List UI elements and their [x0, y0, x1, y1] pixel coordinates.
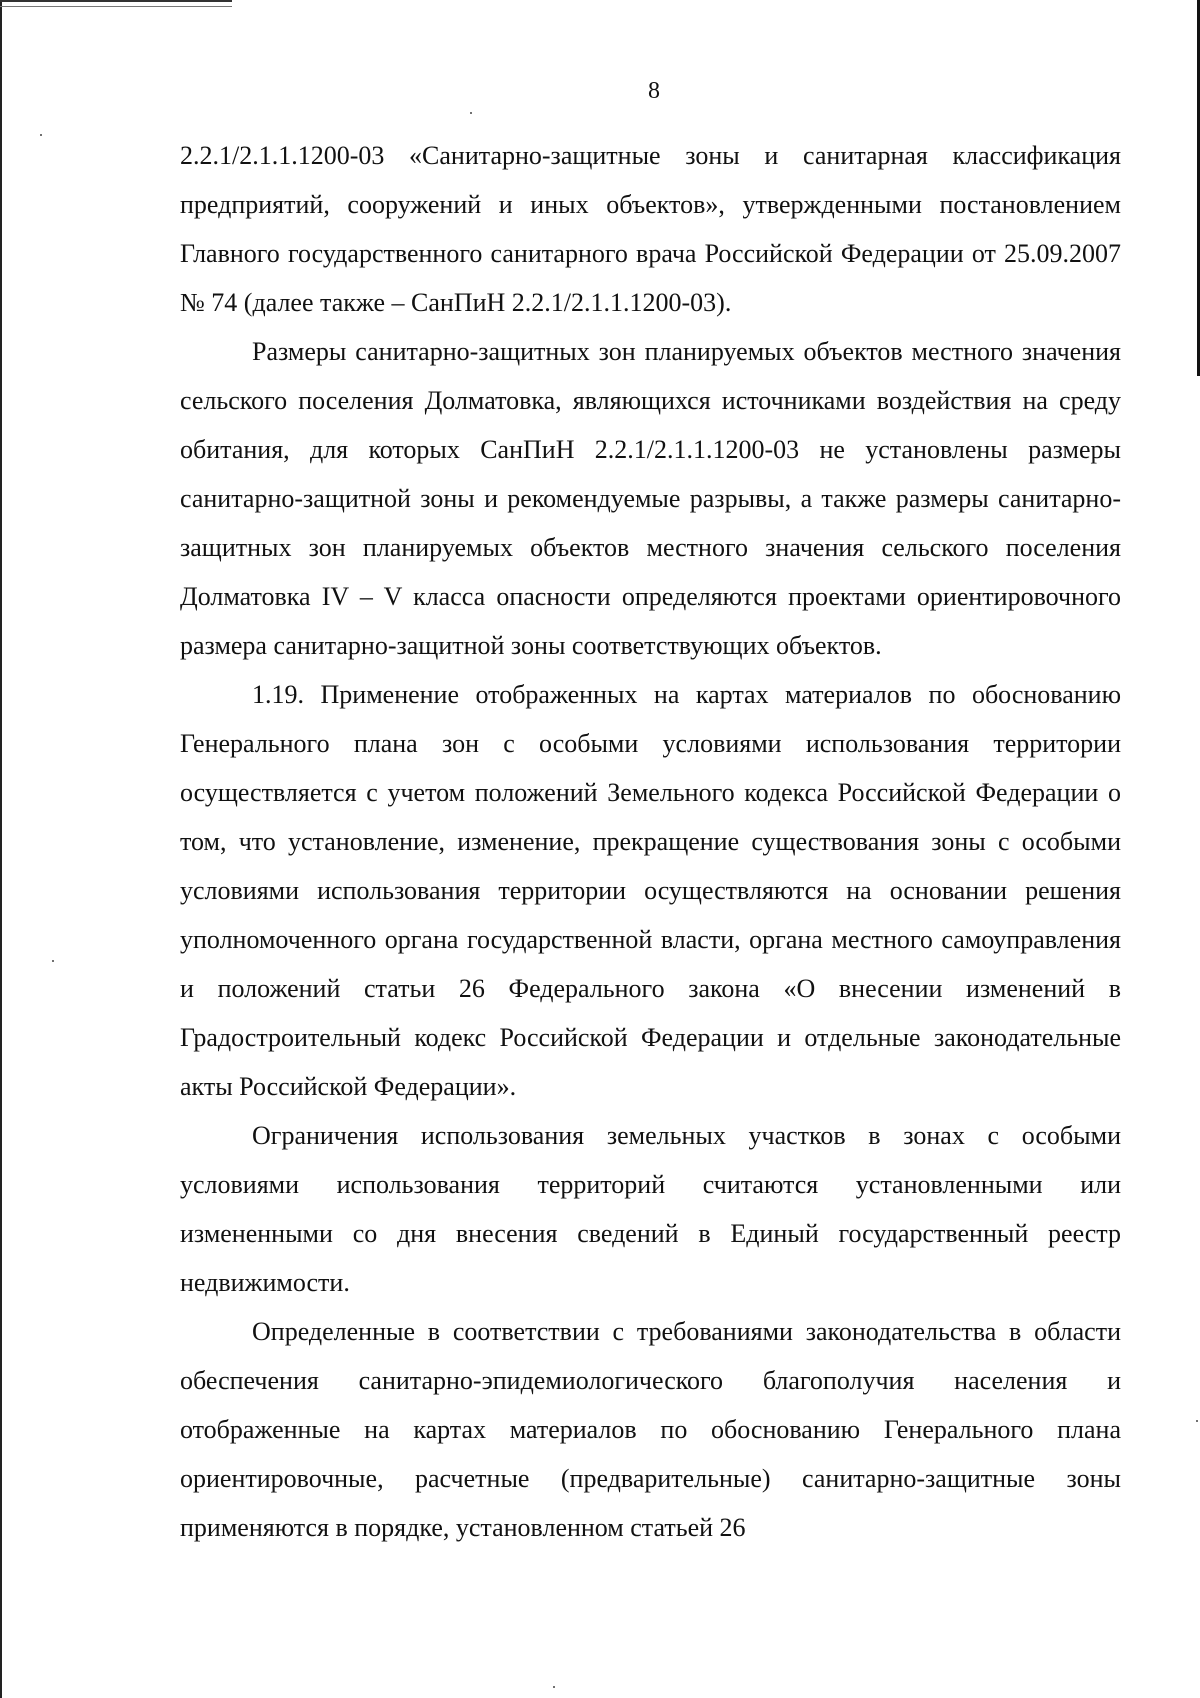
paragraph-sanitary-zones-application: Определенные в соответствии с требованиями законодательства в области обеспечения санитарно-эпидемиологического благополучия населения и отображенные на картах материалов по обоснованию Генерального плана ориентировочные, расчетные (предварительные) санитарно-защитные зоны применяются в порядке, установленном статьей 26 [180, 1317, 1121, 1542]
paragraph-sanitary-zone-sizes: Размеры санитарно-защитных зон планируемых объектов местного значения сельского поселения Долматовка, являющихся источниками воздействия на среду обитания, для которых СанПиН 2.2.1/2.1.1.1200-03 не установлены размеры санитарно-защитной зоны и рекомендуемые разрывы, а также размеры санитарно-защитных зон планируемых объектов местного значения сельского поселения Долматовка IV – V класса опасности определяются проектами ориентировочного размера санитарно-защитной зоны соответствующих объектов. [180, 337, 1121, 660]
scan-speck [470, 112, 472, 114]
scan-speck [553, 1686, 555, 1688]
scan-edge-top-line [0, 6, 232, 7]
scan-speck [52, 960, 54, 962]
scan-edge-top [0, 0, 232, 2]
page-number: 8 [648, 78, 660, 104]
document-body [180, 131, 1121, 1552]
scan-edge-left [0, 0, 2, 1698]
scan-speck [40, 134, 42, 136]
paragraph-sanpin-reference: 2.2.1/2.1.1.1200-03 «Санитарно-защитные зоны и санитарная классификация предприятий, сооружений и иных объектов», утвержденными постановлением Главного государственного санитарного врача Российской Федерации от 25.09.2007 № 74 (далее также – СанПиН 2.2.1/2.1.1.1200-03). [180, 141, 1121, 317]
paragraph-land-use-restrictions: Ограничения использования земельных участков в зонах с особыми условиями использования территорий считаются установленными или измененными со дня внесения сведений в Единый государственный реестр недвижимости. [180, 1121, 1121, 1297]
paragraph-1-19: 1.19. Применение отображенных на картах материалов по обоснованию Генерального плана зон с особыми условиями использования территории осуществляется с учетом положений Земельного кодекса Российской Федерации о том, что установление, изменение, прекращение существования зоны с особыми условиями использования территории осуществляются на основании решения уполномоченного органа государственной власти, органа местного самоуправления и положений статьи 26 Федерального закона «О внесении изменений в Градостроительный кодекс Российской Федерации и отдельные законодательные акты Российской Федерации». [180, 680, 1121, 1101]
scan-speck [1196, 1420, 1198, 1422]
